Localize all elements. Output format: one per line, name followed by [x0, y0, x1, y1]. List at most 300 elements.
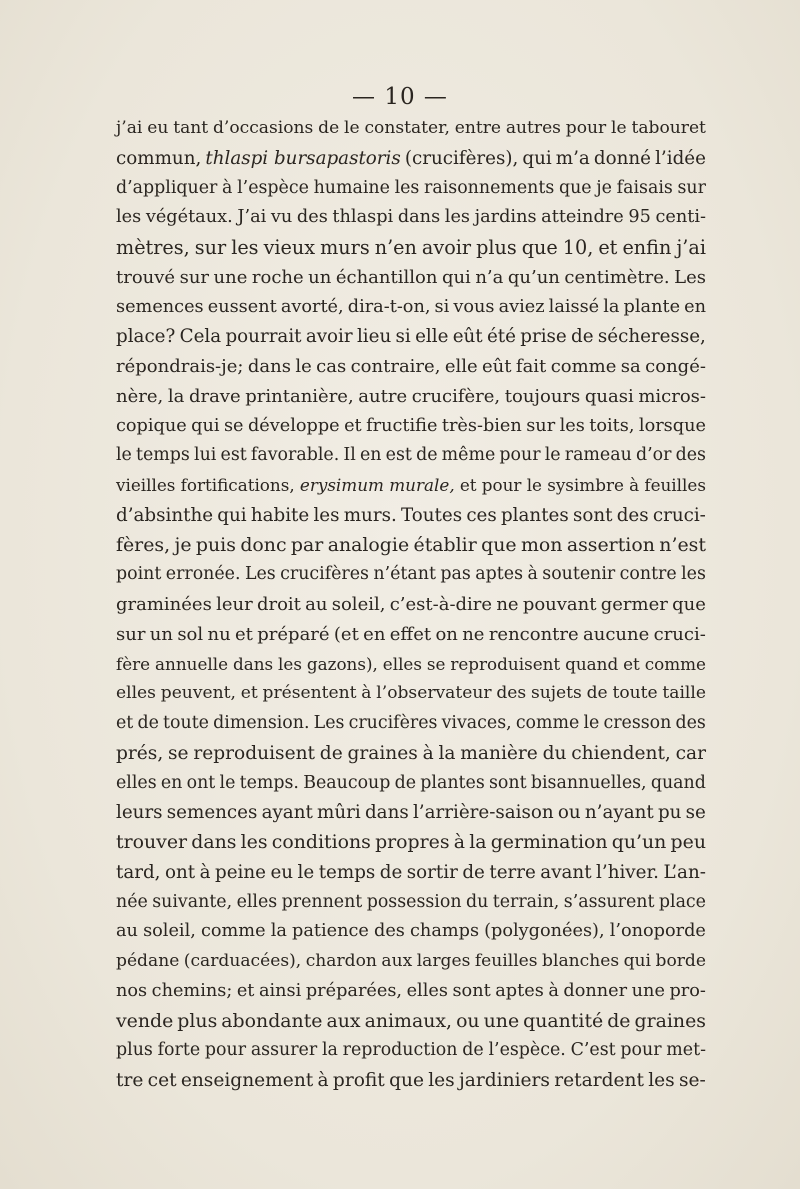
word: pro- — [669, 980, 706, 1001]
word: de — [462, 1040, 484, 1061]
text-line — [116, 709, 706, 739]
text-line — [116, 888, 706, 918]
word: dira-t-on, — [347, 296, 431, 317]
word: erronée. — [165, 564, 241, 585]
word: contraire, — [350, 356, 441, 377]
word: constater, — [364, 118, 450, 138]
word: elles — [406, 980, 448, 1001]
word: taille — [662, 683, 706, 704]
word: quand — [650, 772, 706, 793]
word: ne — [462, 623, 485, 645]
text-line — [116, 858, 706, 888]
word: printanière, — [245, 385, 354, 407]
word: les — [116, 207, 142, 228]
text-line — [116, 620, 706, 650]
word: je — [174, 533, 192, 556]
word: plus — [177, 1009, 218, 1032]
word: comme — [644, 653, 706, 674]
word: retardent — [554, 1070, 644, 1091]
word: née — [116, 891, 148, 912]
text-line — [116, 233, 706, 263]
word: mon — [521, 533, 563, 556]
text-line — [116, 471, 706, 501]
word: graines — [634, 1009, 706, 1032]
word: à — [548, 980, 559, 1001]
word: C’est — [570, 1040, 616, 1061]
word: m’a — [555, 147, 590, 169]
text-line — [116, 293, 706, 323]
word: d’absinthe — [116, 504, 214, 526]
word: entre — [454, 118, 501, 138]
word: que — [389, 1070, 424, 1091]
word: champs — [410, 921, 480, 942]
word: les — [444, 207, 470, 228]
word: blanches — [542, 951, 620, 971]
word: ne — [496, 594, 519, 615]
word: n’étant — [373, 564, 436, 585]
word: si — [395, 326, 411, 348]
word: si — [434, 296, 450, 317]
word: rameau — [564, 445, 632, 466]
word: abondante — [221, 1009, 323, 1032]
word: peuvent, — [160, 683, 236, 704]
word: temps — [318, 861, 376, 883]
word: fait — [515, 356, 547, 377]
word: aucune — [583, 623, 650, 645]
word: bisannuelles, — [530, 772, 647, 793]
word: ces — [466, 504, 497, 526]
word: sécheresse, — [597, 326, 706, 348]
word: Toutes — [400, 504, 463, 526]
word: aptes — [475, 564, 524, 585]
word: car — [675, 742, 706, 764]
word: tabouret — [631, 118, 706, 138]
word: à — [527, 564, 538, 585]
text-line — [116, 977, 706, 1007]
word: temps — [136, 445, 190, 466]
text-line — [116, 560, 706, 590]
word: des — [296, 207, 328, 228]
word: met- — [666, 1040, 706, 1061]
word: présentent — [262, 683, 357, 704]
word: l’hiver. — [596, 861, 659, 883]
word: germination — [490, 831, 608, 853]
word: les — [240, 831, 268, 853]
word: (carduacées), — [183, 951, 302, 971]
word: leurs — [116, 802, 163, 824]
word: la — [167, 385, 185, 407]
word: eût — [482, 356, 512, 377]
word: tant — [173, 118, 209, 138]
word: pour — [565, 118, 607, 138]
word: répondrais-je; — [116, 356, 244, 377]
word: et — [116, 713, 134, 733]
word: végétaux. — [145, 207, 233, 228]
word: je — [596, 177, 612, 198]
word: trouvé — [116, 266, 176, 288]
word: sa — [620, 356, 641, 377]
word: forte — [157, 1040, 201, 1061]
word: que — [672, 594, 706, 615]
word: temps. — [239, 772, 299, 793]
word: vende — [116, 1009, 174, 1032]
word: j’ai — [676, 236, 706, 259]
word: de — [586, 683, 608, 704]
word: mètres, — [116, 236, 190, 259]
word: ainsi — [258, 980, 302, 1001]
word: patience — [292, 921, 369, 942]
word: d’occasions — [212, 118, 314, 138]
word: jardins — [474, 207, 537, 228]
word: soutenir — [542, 564, 616, 585]
page-number: — 10 — — [352, 84, 448, 110]
word: gazons), — [306, 653, 378, 674]
word: terre — [489, 861, 536, 883]
word: de — [379, 861, 403, 883]
word: la — [469, 831, 487, 853]
word: rencontre — [488, 623, 579, 645]
word: puis — [195, 533, 236, 556]
word: en — [360, 445, 382, 466]
word: reproduction — [342, 1040, 458, 1061]
word: sur — [179, 266, 210, 288]
word: plus — [116, 1040, 153, 1061]
word: pouvant — [522, 594, 597, 615]
word: n’a — [475, 266, 504, 288]
word: et — [598, 236, 618, 259]
word: mûri — [317, 802, 361, 824]
word: profit — [332, 1070, 385, 1091]
word: leur — [216, 594, 253, 615]
word: du — [542, 742, 567, 764]
word: le — [544, 445, 561, 466]
word: l’arrière-saison — [412, 802, 554, 824]
word: comme — [200, 921, 266, 942]
word: le — [219, 772, 236, 793]
word: eu — [270, 861, 294, 883]
word: J’ai — [237, 207, 267, 228]
word: n’ayant — [584, 802, 654, 824]
text-line — [116, 828, 706, 858]
word: peine — [215, 861, 266, 883]
word: autre — [358, 385, 408, 407]
word: sur — [194, 236, 227, 259]
word: ou — [557, 802, 581, 824]
word: j’ai — [116, 118, 143, 138]
word: et — [623, 653, 640, 674]
word: enseignement — [180, 1070, 314, 1091]
word: larges — [416, 951, 471, 971]
word: et — [235, 623, 253, 645]
word: se — [168, 742, 189, 764]
text-line — [116, 1036, 706, 1066]
word: contre — [619, 564, 677, 585]
word: raisonnements — [424, 177, 555, 198]
word: vu — [270, 207, 293, 228]
word: l’espèce — [237, 177, 309, 198]
word: faisais — [616, 177, 673, 198]
word: des — [374, 921, 405, 942]
word: est — [385, 445, 412, 466]
text-line — [116, 174, 706, 204]
word: feuilles — [474, 951, 538, 971]
word: elle — [415, 326, 449, 348]
text-line — [116, 590, 706, 620]
body-text — [116, 114, 706, 1096]
word: plante — [623, 296, 681, 317]
word: Il — [343, 445, 356, 466]
word: humaine — [313, 177, 390, 198]
word: sur — [526, 415, 556, 436]
word: roche — [251, 266, 304, 288]
word: donner — [563, 980, 628, 1001]
word: à — [361, 683, 372, 704]
word: Les — [674, 266, 706, 288]
word: une — [213, 266, 248, 288]
word: qu’un — [507, 266, 560, 288]
word: que — [558, 177, 592, 198]
word: chemins; — [151, 980, 233, 1001]
text-line — [116, 382, 706, 412]
word: dans — [397, 207, 441, 228]
word: lui — [194, 445, 217, 466]
word: toute — [163, 713, 209, 733]
word: assurer — [250, 1040, 318, 1061]
word: les — [394, 177, 420, 198]
word: cresson — [603, 713, 672, 733]
word: sont — [452, 980, 491, 1001]
word: les — [278, 653, 302, 674]
word: pédane — [116, 951, 180, 971]
word: sysimbre — [547, 475, 624, 495]
word: graines — [347, 742, 418, 764]
word: ont — [186, 772, 216, 793]
word: la — [270, 921, 287, 942]
word: vieux — [263, 236, 316, 259]
word: comme — [515, 713, 580, 733]
word: possession — [366, 891, 462, 912]
word: fortifications, — [180, 475, 295, 495]
word: les — [648, 1070, 675, 1091]
word: pour — [499, 445, 541, 466]
word: elles — [236, 891, 278, 912]
word: des — [675, 445, 706, 466]
word: place — [658, 891, 706, 912]
word: plus — [476, 236, 517, 259]
word: semences — [116, 296, 204, 317]
word: dans — [191, 831, 237, 853]
word: copique — [116, 415, 187, 436]
word: borde — [655, 951, 706, 971]
word: le — [116, 445, 132, 466]
word: de — [318, 118, 340, 138]
text-line — [116, 1066, 706, 1096]
word: en — [363, 623, 386, 645]
word: c’est-à-dire — [389, 594, 493, 615]
word: à — [222, 177, 233, 198]
text-line — [116, 144, 706, 174]
word: Beaucoup — [303, 772, 391, 793]
word: les — [428, 1070, 455, 1091]
word: sur — [677, 177, 706, 198]
word: s’assurent — [563, 891, 655, 912]
word: de — [319, 742, 343, 764]
word: dans — [232, 653, 274, 674]
word: crucifères — [348, 713, 438, 733]
word: de — [416, 445, 438, 466]
text-line — [116, 650, 706, 680]
word: des — [675, 713, 706, 733]
word: avoir — [305, 326, 353, 348]
word: un — [308, 266, 332, 288]
text-line — [116, 352, 706, 382]
word: jardiniers — [459, 1070, 550, 1091]
word: centi- — [655, 207, 706, 228]
word: échantillon — [335, 266, 438, 288]
word: à — [453, 831, 466, 853]
word: aptes — [495, 980, 544, 1001]
word: n’en — [374, 236, 417, 259]
word: 10, — [562, 236, 594, 259]
word: Les — [244, 564, 276, 585]
word: les — [559, 415, 585, 436]
word: assertion — [566, 533, 655, 556]
word: le — [295, 356, 312, 377]
word: la — [321, 1040, 338, 1061]
word: qui — [217, 504, 247, 526]
word: suivante, — [152, 891, 233, 912]
word: l’idée — [655, 147, 706, 169]
word: annuelle — [155, 653, 229, 674]
word: soleil, — [143, 921, 196, 942]
text-line — [116, 798, 706, 828]
word: Les — [313, 713, 345, 733]
word: pu — [657, 802, 682, 824]
word: pour — [204, 1040, 247, 1061]
word: nère, — [116, 385, 164, 407]
word: quantité — [523, 1009, 604, 1032]
word: à — [422, 742, 434, 764]
word: conditions — [271, 831, 371, 853]
word: les — [231, 236, 259, 259]
word: pourrait — [225, 326, 302, 348]
text-line — [116, 679, 706, 709]
word: dans — [247, 356, 291, 377]
word: effet — [389, 623, 432, 645]
word: eût — [452, 326, 483, 348]
word: se — [685, 802, 706, 824]
word: thlaspi — [332, 207, 394, 228]
word: peu — [670, 831, 706, 853]
word: soleil, — [331, 594, 386, 615]
text-line — [116, 947, 706, 977]
word: le — [344, 118, 360, 138]
word: elle — [444, 356, 478, 377]
word: préparé — [257, 623, 330, 645]
text-line — [116, 531, 706, 561]
word: de — [137, 713, 159, 733]
word: fructifie — [366, 415, 438, 436]
word: droit — [256, 594, 301, 615]
word: donné — [593, 147, 651, 169]
word: toute — [612, 683, 658, 704]
word: des — [496, 683, 527, 704]
word: le — [526, 475, 542, 495]
word: que — [481, 533, 517, 556]
word: commun, — [116, 147, 202, 169]
word: en — [160, 772, 183, 793]
word: et — [459, 475, 477, 495]
word: sujets — [530, 683, 582, 704]
word: de — [462, 861, 485, 883]
word: se — [223, 415, 244, 436]
italic-word: thlaspi bursapastoris — [205, 147, 401, 169]
text-line — [116, 917, 706, 947]
word: de — [607, 1009, 631, 1032]
word: crucifères — [280, 564, 369, 585]
word: cruci- — [653, 623, 706, 645]
word: se — [426, 653, 446, 674]
word: été — [486, 326, 516, 348]
word: toujours — [504, 385, 581, 407]
word: qui — [522, 147, 552, 169]
word: feuilles — [644, 475, 706, 495]
word: les — [313, 504, 340, 526]
word: lorsque — [638, 415, 706, 436]
word: pour — [481, 475, 522, 495]
text-line — [116, 322, 706, 352]
word: sortir — [406, 861, 458, 883]
word: la — [438, 742, 456, 764]
word: à — [317, 1070, 329, 1091]
word: se- — [679, 1070, 706, 1091]
word: nos — [116, 980, 148, 1001]
word: au — [116, 921, 138, 942]
word: et — [236, 980, 255, 1001]
word: comme — [550, 356, 617, 377]
word: aviez — [498, 296, 545, 317]
word: établir — [413, 533, 477, 556]
word: de — [394, 772, 417, 793]
word: par — [290, 533, 324, 556]
word: plantes — [500, 504, 569, 526]
word: sur — [116, 623, 146, 645]
word: développe — [247, 415, 340, 436]
word: lieu — [356, 326, 392, 348]
text-line — [116, 203, 706, 233]
word: une — [483, 1009, 520, 1032]
word: sol — [177, 623, 204, 645]
word: on — [435, 623, 458, 645]
word: préparées, — [305, 980, 403, 1001]
text-line — [116, 412, 706, 442]
word: au — [305, 594, 328, 615]
word: cruci- — [652, 504, 706, 526]
word: prennent — [281, 891, 363, 912]
word: ayant — [261, 802, 313, 824]
word: qui — [191, 415, 220, 436]
word: est — [220, 445, 247, 466]
word: cas — [316, 356, 347, 377]
word: drave — [188, 385, 241, 407]
word: vieilles — [116, 475, 176, 495]
word: l’onoporde — [609, 921, 706, 942]
word: aux — [326, 1009, 361, 1032]
word: animaux, — [364, 1009, 453, 1032]
word: 95 — [628, 207, 651, 228]
word: laissé — [548, 296, 600, 317]
word: quasi — [584, 385, 634, 407]
